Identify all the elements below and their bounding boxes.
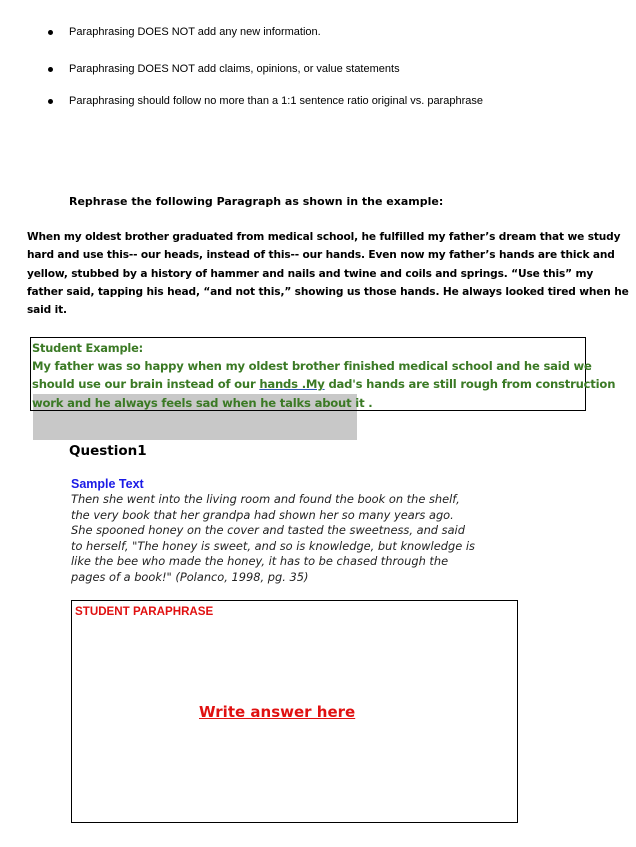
bullet-icon <box>48 30 53 35</box>
sample-text-title: Sample Text <box>71 477 144 491</box>
sample-text-line: pages of a book!" (Polanco, 1998, pg. 35) <box>71 569 309 584</box>
sample-text-line: like the bee who made the honey, it has to be chased through the <box>71 554 449 568</box>
sample-text-line: the very book that her grandpa had shown her so many years ago. <box>71 507 454 522</box>
example-underlined-text: hands .My <box>259 377 325 392</box>
student-example-text <box>32 339 616 412</box>
rule-text: Paraphrasing DOES NOT add any new information. <box>69 26 321 38</box>
example-text-segment: dad's hands are still rough from construction <box>324 377 616 392</box>
example-text-segment: should use our brain instead of our <box>32 377 260 392</box>
paragraph-line: said it. <box>27 304 67 317</box>
paragraph-line: father said, tapping his head, “and not this,” showing us those hands. He always looked tired when he <box>27 285 629 298</box>
student-example-line: My father was so happy when my oldest brother finished medical school and he said we <box>32 359 592 374</box>
answer-placeholder[interactable]: Write answer here <box>199 703 356 721</box>
rule-text: Paraphrasing should follow no more than a 1:1 sentence ratio original vs. paraphrase <box>69 95 483 107</box>
sample-text-line: to herself, "The honey is sweet, and so is knowledge, but knowledge is <box>71 538 475 553</box>
instruction-heading: Rephrase the following Paragraph as shown in the example: <box>69 195 444 208</box>
paragraph-line: When my oldest brother graduated from medical school, he fulfilled my father’s dream that we study <box>27 231 621 243</box>
answer-label: STUDENT PARAPHRASE <box>75 605 214 618</box>
sample-text-body <box>71 492 475 585</box>
sample-text-line: Then she went into the living room and found the book on the shelf, <box>71 492 460 506</box>
student-example-line: work and he always feels sad when he talks about it . <box>32 395 373 410</box>
student-example-label: Student Example: <box>32 341 143 355</box>
rule-text: Paraphrasing DOES NOT add claims, opinions, or value statements <box>69 63 400 75</box>
paragraph-line: yellow, stubbed by a history of hammer and nails and twine and coils and springs. “Use this” my <box>27 267 594 280</box>
original-paragraph <box>27 228 629 319</box>
paragraph-line: hard and use this-- our heads, instead of this-- our hands. Even now my father’s hands are thick and <box>27 249 615 262</box>
bullet-icon <box>48 99 53 104</box>
bullet-icon <box>48 67 53 72</box>
sample-text-line: She spooned honey on the cover and tasted the sweetness, and said <box>71 523 465 537</box>
question-title: Question1 <box>69 443 147 459</box>
student-example-line <box>32 375 616 393</box>
